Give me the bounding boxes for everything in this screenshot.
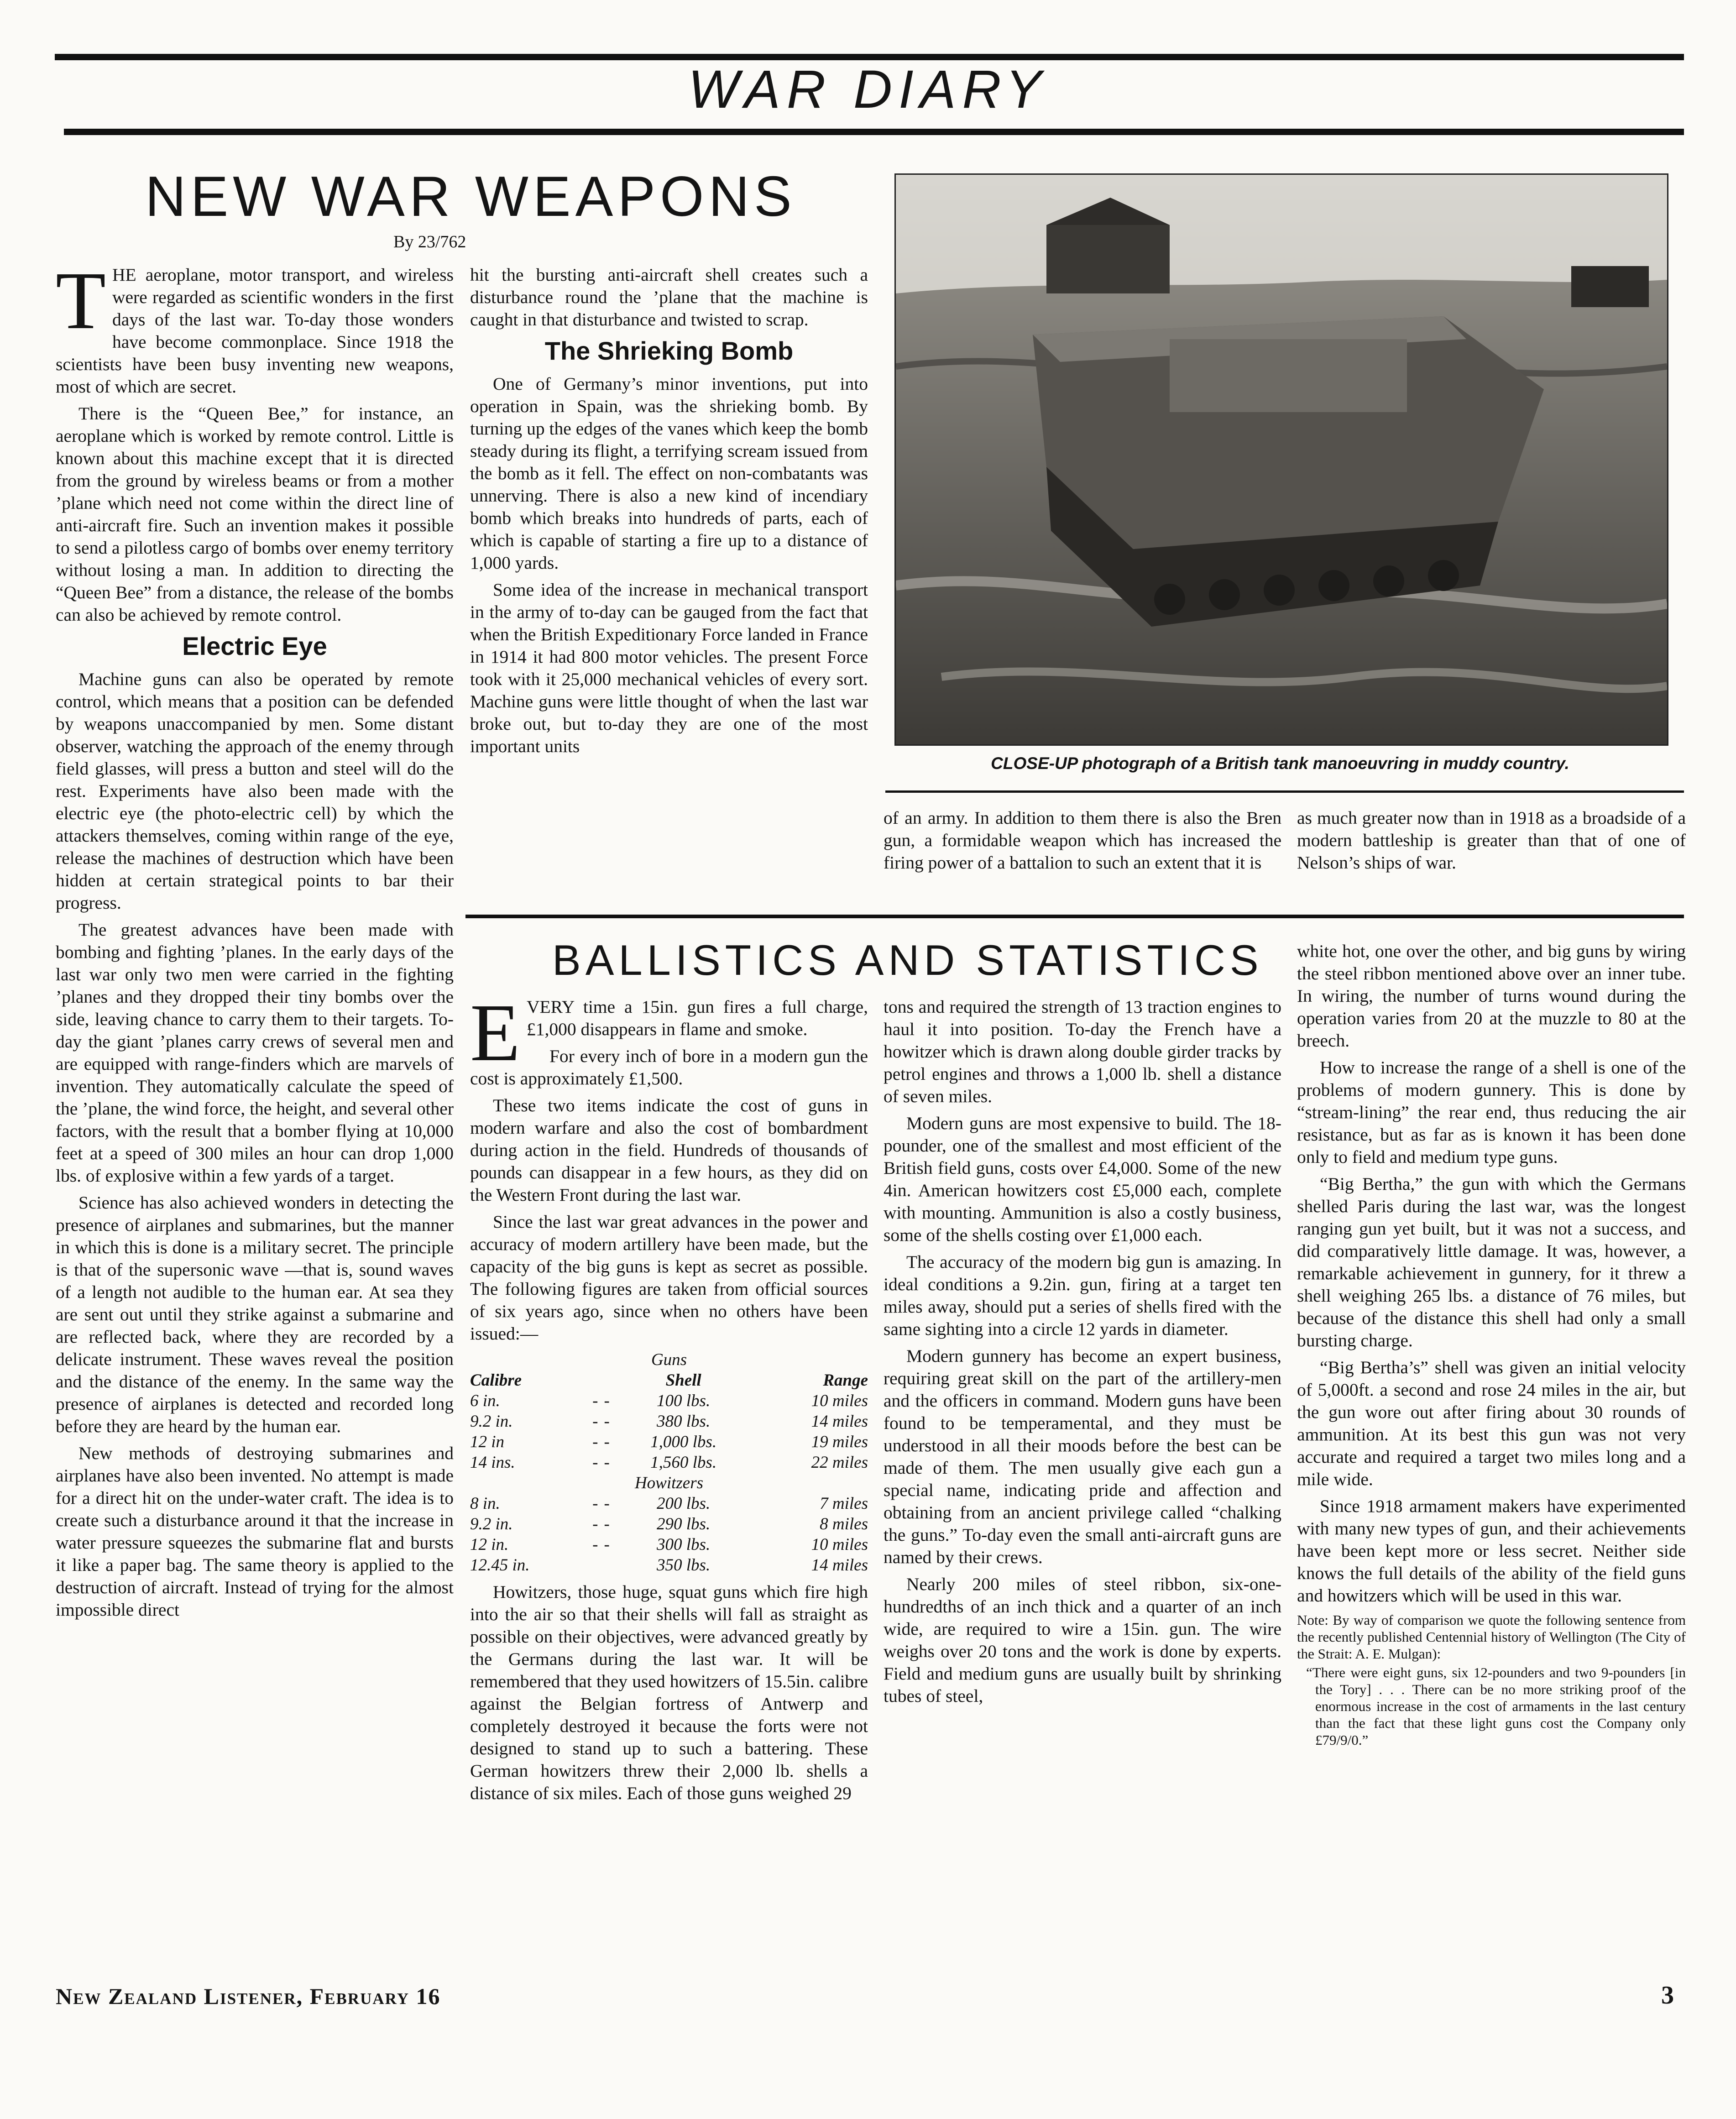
cell-shell: 100 lbs.: [657, 1392, 711, 1410]
cell-range: 14 miles: [811, 1556, 868, 1575]
cell-dash: -: [604, 1494, 610, 1513]
cell-range: 10 miles: [811, 1392, 868, 1410]
masthead-bottom-rule: [64, 129, 1684, 135]
cell-dash: -: [592, 1412, 598, 1431]
cell-calibre: 12 in.: [470, 1535, 509, 1554]
header-calibre: Calibre: [470, 1371, 522, 1390]
cell-shell: 1,560 lbs.: [650, 1453, 717, 1472]
paragraph: Since the last war great advances in the power and accuracy of modern artillery have been made, but the capacity of the big guns is kept as secret as possible. The following figures are taken from official sources of six years ago, since when no others have been issued:—: [470, 1212, 868, 1344]
paragraph: Modern guns are most expensive to build. The 18-pounder, one of the smallest and most efficient of the British field guns, costs over £4,000. Some of the new 4in. American howitzers cost £5,000 each, complete with mounting. Ammunition is also a costly business, some of the shells costing over £1,000 each.: [884, 1113, 1281, 1245]
table-row: [470, 1555, 868, 1575]
cell-dash: -: [592, 1433, 598, 1451]
paragraph: Machine guns can also be operated by remote control, which means that a position can be defended by weapons unaccompanied by men. Some distant observer, watching the approach of the enemy through field glasses, will press a button and steel will do the rest. Experiments have also been made with the electric eye (the photo-electric cell) by which the attackers themselves, coming within range of the eye, release the machines of destruction which have been hidden at certain strategical points to bar their progress.: [56, 669, 454, 913]
note-intro: Note: By way of comparison we quote the following sentence from the recently published Centennial history of Wellington (The City of the Strait: A. E. Mulgan):: [1297, 1612, 1686, 1662]
guns-heading: Guns: [651, 1350, 687, 1369]
article-headline-ballistics: BALLISTICS AND STATISTICS: [552, 936, 1263, 984]
cell-calibre: 12 in: [470, 1433, 505, 1451]
header-range: Range: [823, 1371, 868, 1390]
article2-column-2: [470, 996, 868, 1973]
cell-calibre: 14 ins.: [470, 1453, 515, 1472]
cell-dash: -: [592, 1515, 598, 1533]
paragraph: Science has also achieved wonders in detecting the presence of airplanes and submarines, but the manner in which this is done is a military secret. The principle is that of the supersonic wave —that is, sound waves of a length not audible to the human ear. At sea they are sent out until they strike against a submarine and are reflected back, where they are recorded by a delicate instrument. These waves reveal the position and the distance of the enemy. In the same way the presence of airplanes is detected and recorded long before they are heard by the human ear.: [56, 1193, 454, 1436]
table-row: [470, 1452, 868, 1473]
cell-calibre: 6 in.: [470, 1392, 500, 1410]
paragraph: Modern gunnery has become an expert business, requiring great skill on the part of the artillery-men and the officers in command. Modern guns have been found to be temperamental, and they must be understood in all their moods before the best can be made of them. The men usually give each gun a special name, indicating pride and affection and obtaining from an ancient privilege called “chalking the guns.” To-day even the small anti-aircraft guns are named by their crews.: [884, 1346, 1281, 1567]
cell-range: 19 miles: [811, 1433, 868, 1451]
cell-dash: -: [592, 1392, 598, 1410]
table-row: [470, 1493, 868, 1514]
article-separator-rule: [465, 915, 1684, 918]
article2-column-3: [884, 996, 1281, 1973]
cell-range: 22 miles: [811, 1453, 868, 1472]
tank-photo: [894, 173, 1668, 746]
paragraph: How to increase the range of a shell is one of the problems of modern gunnery. This is done by “stream-lining” the rear end, thus reducing the air resistance, but as far as is known it has been done only to field and medium type guns.: [1297, 1057, 1686, 1167]
table-row: [470, 1514, 868, 1534]
comparison-note: [1297, 1611, 1686, 1748]
cell-calibre: 12.45 in.: [470, 1556, 530, 1575]
paragraph: Since 1918 armament makers have experimented with many new types of gun, and their achievements have been kept more or less secret. Neither side knows the full details of the ability of the field guns and howitzers which will be used in this war.: [1297, 1496, 1686, 1606]
header-shell: Shell: [665, 1371, 701, 1390]
dropcap-e: E: [470, 996, 520, 1078]
cell-dash: -: [604, 1453, 610, 1472]
paragraph: VERY time a 15in. gun fires a full charge, £1,000 disappears in flame and smoke.: [526, 997, 868, 1039]
cell-shell: 1,000 lbs.: [650, 1433, 717, 1451]
paragraph: Howitzers, those huge, squat guns which fire high into the air so that their shells will fall as straight as possible on their objectives, were advanced greatly by the Germans during the last war. It will be remembered that they used howitzers of 15.5in. calibre against the Belgian fortress of Antwerp and completely destroyed it because the forts were not designed to stand up to such a battering. These German howitzers threw their 2,000 lb. shells a distance of six miles. Each of those guns weighed 29: [470, 1582, 868, 1803]
paragraph: “Big Bertha,” the gun with which the Germans shelled Paris during the last war, was the longest ranging gun yet built, but it was not a success, and did comparatively little damage. It was, however, a remarkable achievement in gunnery, for it threw a shell weighing 265 lbs. a distance of 76 miles, but because of the distance this shell had only a small bursting charge.: [1297, 1174, 1686, 1350]
paragraph: For every inch of bore in a modern gun the cost is approximately £1,500.: [470, 1046, 868, 1088]
cell-calibre: 9.2 in.: [470, 1412, 513, 1431]
table-row: [470, 1534, 868, 1555]
article1-column-2: [470, 264, 868, 903]
article1-column-1: [56, 264, 454, 1971]
cell-range: 14 miles: [811, 1412, 868, 1431]
cell-dash: -: [592, 1494, 598, 1513]
paragraph: These two items indicate the cost of guns in modern warfare and also the cost of bombardment during action in the field. Hundreds of thousands of pounds can disappear in a few hours, as they did on the Western Front during the last war.: [470, 1095, 868, 1205]
paragraph: Nearly 200 miles of steel ribbon, six-one-hundredths of an inch thick and a quarter of an inch wide, are required to wire a 15in. gun. The wire weighs over 20 tons and the work is done by experts. Field and medium guns are usually built by shrinking tubes of steel,: [884, 1574, 1281, 1706]
paragraph: HE aeroplane, motor transport, and wireless were regarded as scientific wonders in the first days of the last war. To-day those wonders have become commonplace. Since 1918 the scientists have been busy inventing new weapons, most of which are secret.: [56, 265, 454, 397]
masthead-title: WAR DIARY: [688, 59, 1048, 120]
paragraph: tons and required the strength of 13 traction engines to haul it into position. To-day the French have a howitzer which is drawn along double girder tracks by petrol engines and throws a 1,000 lb. shell a distance of seven miles.: [884, 997, 1281, 1106]
footer-publication: New Zealand Listener, February 16: [56, 1983, 441, 2009]
paragraph: of an army. In addition to them there is also the Bren gun, a formidable weapon which has increased the firing power of a battalion to such an extent that it is: [884, 808, 1281, 873]
paragraph: “Big Bertha’s” shell was given an initial velocity of 5,000ft. a second and rose 24 miles in the air, but the gun wore out after firing about 30 rounds of ammunition. At its best this gun was not very accurate and required a target two miles long and a mile wide.: [1297, 1357, 1686, 1489]
dropcap-t: T: [56, 264, 106, 346]
cell-dash: -: [604, 1535, 610, 1554]
article2-column-4: [1297, 940, 1686, 1973]
cell-range: 8 miles: [820, 1515, 868, 1533]
cell-shell: 290 lbs.: [657, 1515, 711, 1533]
subheading-electric-eye: Electric Eye: [182, 632, 327, 660]
cell-calibre: 8 in.: [470, 1494, 500, 1513]
cell-dash: -: [604, 1433, 610, 1451]
howitzers-heading: Howitzers: [634, 1474, 704, 1492]
table-row: [470, 1391, 868, 1411]
cell-calibre: 9.2 in.: [470, 1515, 513, 1533]
cell-dash: -: [592, 1453, 598, 1472]
paragraph: Some idea of the increase in mechanical transport in the army of to-day can be gauged from the fact that when the British Expeditionary Force landed in France in 1914 it had 800 motor vehicles. The present Force took with it 25,000 mechanical vehicles of every sort. Machine guns were little thought of when the last war broke out, but to-day they are one of the most important units: [470, 580, 868, 756]
article1-column-4: [1297, 807, 1686, 903]
subheading-shrieking-bomb: The Shrieking Bomb: [544, 336, 794, 365]
article-headline-new-war-weapons: NEW WAR WEAPONS: [145, 165, 796, 228]
cell-dash: -: [592, 1535, 598, 1554]
guns-table: [470, 1350, 868, 1575]
photo-caption: CLOSE-UP photograph of a British tank manoeuvring in muddy country.: [991, 754, 1569, 773]
paragraph: white hot, one over the other, and big guns by wiring the steel ribbon mentioned above over an inner tube. In wiring, the number of turns wound during the operation varies from 20 at the muzzle to 80 at the breech.: [1297, 941, 1686, 1051]
cell-shell: 350 lbs.: [657, 1556, 711, 1575]
paragraph: The greatest advances have been made with bombing and fighting ’planes. In the early days of the last war only two men were carried in the fighting ’planes and they dropped their tiny bombs over the side, leaving chance to carry them to their targets. To-day the giant ’planes carry crews of several men and are equipped with range-finders which are marvels of invention. They automatically calculate the speed of the ’plane, the wind force, the height, and several other factors, with the result that a bomber flying at 10,000 feet at a speed of 300 miles an hour can drop 1,000 lbs. of explosive within a few yards of a target.: [56, 920, 454, 1186]
page-number: 3: [1661, 1981, 1674, 2009]
article1-column-3: [884, 807, 1281, 903]
paragraph: hit the bursting anti-aircraft shell creates such a disturbance round the ’plane that the machine is caught in that disturbance and twisted to scrap.: [470, 265, 868, 330]
article-byline: By 23/762: [393, 232, 466, 251]
cell-range: 10 miles: [811, 1535, 868, 1554]
note-quote: “There were eight guns, six 12-pounders and two 9-pounders [in the Tory] . . . There can be no more striking proof of the enormous increase in the cost of armaments in the last century than the fact that these light guns cost the Company only £79/9/0.”: [1306, 1664, 1686, 1748]
paragraph: as much greater now than in 1918 as a broadside of a modern battleship is greater than that of one of Nelson’s ships of war.: [1297, 808, 1686, 873]
table-row: [470, 1411, 868, 1432]
caption-rule: [885, 790, 1684, 793]
cell-range: 7 miles: [820, 1494, 868, 1513]
cell-shell: 200 lbs.: [657, 1494, 711, 1513]
paragraph: One of Germany’s minor inventions, put into operation in Spain, was the shrieking bomb. By turning up the edges of the vanes which keep the bomb steady during its flight, a terrifying scream issued from the bomb as it fell. The effect on non-combatants was unnerving. There is also a new kind of incendiary bomb which breaks into hundreds of parts, each of which is capable of starting a fire up to a distance of 1,000 yards.: [470, 374, 868, 573]
cell-dash: -: [604, 1515, 610, 1533]
tank-image: [896, 175, 1667, 744]
paragraph: New methods of destroying submarines and airplanes have also been invented. No attempt is made for a direct hit on the under-water craft. The idea is to create such a disturbance around it that the increase in water pressure squeezes the submarine flat and bursts it like a paper bag. The same theory is applied to the destruction of aircraft. Instead of trying for the almost impossible direct: [56, 1443, 454, 1620]
cell-shell: 380 lbs.: [657, 1412, 711, 1431]
cell-dash: -: [604, 1392, 610, 1410]
cell-shell: 300 lbs.: [657, 1535, 711, 1554]
paragraph: The accuracy of the modern big gun is amazing. In ideal conditions a 9.2in. gun, firing at a target ten miles away, should put a series of shells fired with the same sighting into a circle 12 yards in diameter.: [884, 1252, 1281, 1339]
table-row: [470, 1432, 868, 1452]
paragraph: There is the “Queen Bee,” for instance, an aeroplane which is worked by remote control. Little is known about this machine except that it is directed from the ground by wireless beams or from a mother ’plane which need not come within the direct line of anti-aircraft fire. Such an invention makes it possible to send a pilotless cargo of bombs over enemy territory without losing a man. In addition to directing the “Queen Bee” from a distance, the release of the bombs can also be achieved by remote control.: [56, 403, 454, 625]
cell-dash: -: [604, 1412, 610, 1431]
